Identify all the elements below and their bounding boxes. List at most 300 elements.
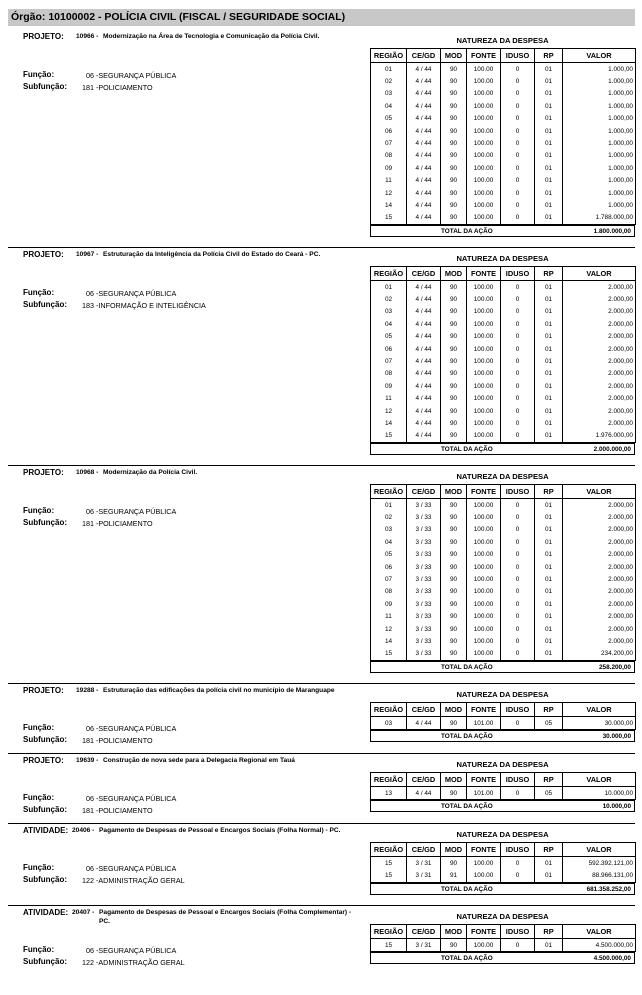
total-acao-row: [370, 661, 635, 673]
total-acao-row: [370, 730, 635, 742]
total-acao-value: 10.000,00: [602, 803, 631, 811]
table-cell: 90: [441, 939, 467, 952]
total-acao-value: 2.000.000,00: [593, 446, 631, 454]
table-cell: 100.00: [467, 281, 501, 294]
column-header: RP: [535, 267, 563, 281]
table-cell: 90: [441, 857, 467, 870]
column-header: MOD: [441, 773, 467, 787]
section-kind-label: ATIVIDADE:: [23, 826, 69, 835]
column-header: FONTE: [467, 267, 501, 281]
table-cell: 90: [441, 598, 467, 610]
table-cell: 90: [441, 137, 467, 149]
table-cell: 2.000,00: [563, 561, 636, 573]
column-header: RP: [535, 925, 563, 939]
table-cell: 0: [501, 393, 535, 405]
section-divider: [8, 823, 635, 824]
table-cell: 15: [371, 648, 407, 661]
column-header: REGIÃO: [371, 925, 407, 939]
table-cell: 4 / 44: [407, 405, 441, 417]
table-cell: 0: [501, 598, 535, 610]
table-cell: 01: [535, 561, 563, 573]
table-cell: 90: [441, 306, 467, 318]
table-cell: 0: [501, 611, 535, 623]
funcao-label: Função:: [23, 723, 55, 732]
funcao-label: Função:: [23, 793, 55, 802]
table-header-row: [371, 925, 636, 939]
table-cell: 02: [371, 511, 407, 523]
table-cell: 90: [441, 100, 467, 112]
table-cell: 14: [371, 199, 407, 211]
section-code: 19639 -: [76, 757, 99, 764]
table-cell: 0: [501, 648, 535, 661]
table-row: [371, 635, 636, 647]
table-cell: 90: [441, 113, 467, 125]
table-row: [371, 380, 636, 392]
table-cell: 4 / 44: [407, 88, 441, 100]
table-cell: 1.000,00: [563, 199, 636, 211]
table-cell: 0: [501, 430, 535, 443]
table-cell: 100.00: [467, 380, 501, 392]
table-cell: 90: [441, 586, 467, 598]
subfuncao-value: 122 -ADMINISTRAÇÃO GERAL: [82, 958, 185, 967]
table-cell: 0: [501, 573, 535, 585]
table-row: [371, 623, 636, 635]
section-divider: [8, 753, 635, 754]
table-cell: 08: [371, 368, 407, 380]
table-cell: 09: [371, 162, 407, 174]
table-cell: 4 / 44: [407, 293, 441, 305]
table-cell: 05: [371, 549, 407, 561]
table-cell: 0: [501, 162, 535, 174]
table-cell: 90: [441, 162, 467, 174]
table-cell: 100.00: [467, 857, 501, 870]
table-cell: 01: [371, 499, 407, 512]
funcao-value: 06 -SEGURANÇA PÚBLICA: [86, 946, 177, 955]
table-cell: 1.000,00: [563, 100, 636, 112]
column-header: IDUSO: [501, 925, 535, 939]
table-cell: 01: [535, 430, 563, 443]
table-cell: 90: [441, 549, 467, 561]
column-header: CE/GD: [407, 925, 441, 939]
table-cell: 05: [535, 787, 563, 800]
table-cell: 100.00: [467, 293, 501, 305]
table-row: [371, 393, 636, 405]
despesa-table: [370, 266, 636, 443]
table-cell: 01: [535, 75, 563, 87]
table-cell: 0: [501, 88, 535, 100]
table-cell: 90: [441, 611, 467, 623]
table-cell: 100.00: [467, 63, 501, 76]
table-cell: 02: [371, 293, 407, 305]
table-cell: 90: [441, 635, 467, 647]
table-cell: 06: [371, 125, 407, 137]
despesa-table: [370, 484, 636, 661]
table-cell: 3 / 33: [407, 549, 441, 561]
table-cell: 4 / 44: [407, 162, 441, 174]
table-cell: 100.00: [467, 561, 501, 573]
table-cell: 4 / 44: [407, 199, 441, 211]
table-cell: 0: [501, 635, 535, 647]
table-cell: 05: [535, 717, 563, 730]
table-cell: 01: [535, 150, 563, 162]
table-cell: 90: [441, 573, 467, 585]
table-cell: 0: [501, 623, 535, 635]
table-cell: 0: [501, 355, 535, 367]
despesa-table: [370, 702, 636, 730]
table-cell: 0: [501, 150, 535, 162]
table-cell: 30.000,00: [563, 717, 636, 730]
table-cell: 100.00: [467, 586, 501, 598]
subfuncao-label: Subfunção:: [23, 875, 67, 884]
despesa-table: [370, 772, 636, 800]
column-header: REGIÃO: [371, 703, 407, 717]
table-cell: 100.00: [467, 536, 501, 548]
column-header: IDUSO: [501, 843, 535, 857]
table-cell: 100.00: [467, 635, 501, 647]
table-cell: 0: [501, 306, 535, 318]
table-cell: 0: [501, 511, 535, 523]
total-acao-label: TOTAL DA AÇÃO: [441, 228, 493, 236]
table-cell: 90: [441, 499, 467, 512]
subfuncao-value: 181 -POLICIAMENTO: [82, 806, 153, 815]
table-cell: 1.788.000,00: [563, 212, 636, 225]
natureza-despesa-title: NATUREZA DA DESPESA: [456, 254, 549, 263]
table-cell: 100.00: [467, 511, 501, 523]
funcao-value: 06 -SEGURANÇA PÚBLICA: [86, 507, 177, 516]
table-cell: 2.000,00: [563, 611, 636, 623]
despesa-table: [370, 842, 636, 883]
subfuncao-label: Subfunção:: [23, 735, 67, 744]
section-code: 20406 -: [72, 827, 95, 834]
section-description: Estruturação da Inteligência da Polícia Civil do Estado do Ceará - PC.: [103, 251, 321, 258]
column-header: CE/GD: [407, 49, 441, 63]
column-header: IDUSO: [501, 485, 535, 499]
table-row: [371, 417, 636, 429]
natureza-despesa-title: NATUREZA DA DESPESA: [456, 912, 549, 921]
table-cell: 4 / 44: [407, 368, 441, 380]
table-cell: 2.000,00: [563, 598, 636, 610]
table-cell: 4 / 44: [407, 343, 441, 355]
table-row: [371, 306, 636, 318]
table-cell: 90: [441, 511, 467, 523]
table-cell: 90: [441, 430, 467, 443]
table-cell: 01: [535, 113, 563, 125]
table-row: [371, 787, 636, 800]
column-header: FONTE: [467, 925, 501, 939]
table-cell: 01: [535, 549, 563, 561]
table-cell: 90: [441, 331, 467, 343]
table-cell: 101.00: [467, 787, 501, 800]
table-cell: 1.000,00: [563, 187, 636, 199]
table-cell: 100.00: [467, 368, 501, 380]
table-cell: 90: [441, 380, 467, 392]
table-cell: 3 / 33: [407, 635, 441, 647]
table-cell: 90: [441, 717, 467, 730]
table-cell: 100.00: [467, 499, 501, 512]
table-cell: 100.00: [467, 869, 501, 882]
section-kind-label: PROJETO:: [23, 756, 64, 765]
table-cell: 2.000,00: [563, 393, 636, 405]
table-row: [371, 573, 636, 585]
table-cell: 04: [371, 536, 407, 548]
funcao-value: 06 -SEGURANÇA PÚBLICA: [86, 864, 177, 873]
table-cell: 3 / 33: [407, 524, 441, 536]
section-code: 10967 -: [76, 251, 99, 258]
table-cell: 4 / 44: [407, 63, 441, 76]
table-cell: 0: [501, 281, 535, 294]
table-cell: 0: [501, 939, 535, 952]
table-cell: 4 / 44: [407, 187, 441, 199]
table-cell: 05: [371, 113, 407, 125]
table-cell: 90: [441, 281, 467, 294]
table-cell: 4 / 44: [407, 281, 441, 294]
column-header: VALOR: [563, 267, 636, 281]
table-cell: 91: [441, 869, 467, 882]
section-description: Construção de nova sede para a Delegacia Regional em Tauá: [103, 757, 295, 764]
table-row: [371, 212, 636, 225]
table-cell: 0: [501, 100, 535, 112]
table-cell: 100.00: [467, 212, 501, 225]
total-acao-row: [370, 225, 635, 237]
table-cell: 01: [535, 511, 563, 523]
column-header: FONTE: [467, 485, 501, 499]
table-cell: 4 / 44: [407, 380, 441, 392]
table-cell: 1.000,00: [563, 88, 636, 100]
total-acao-value: 1.800.000,00: [593, 228, 631, 236]
table-cell: 100.00: [467, 125, 501, 137]
column-header: CE/GD: [407, 485, 441, 499]
table-cell: 1.000,00: [563, 125, 636, 137]
table-cell: 1.000,00: [563, 113, 636, 125]
subfuncao-label: Subfunção:: [23, 518, 67, 527]
column-header: REGIÃO: [371, 485, 407, 499]
table-row: [371, 536, 636, 548]
funcao-value: 06 -SEGURANÇA PÚBLICA: [86, 724, 177, 733]
table-cell: 100.00: [467, 318, 501, 330]
column-header: VALOR: [563, 485, 636, 499]
table-cell: 90: [441, 175, 467, 187]
table-header-row: [371, 485, 636, 499]
table-row: [371, 549, 636, 561]
table-cell: 01: [535, 137, 563, 149]
table-cell: 1.000,00: [563, 175, 636, 187]
subfuncao-label: Subfunção:: [23, 82, 67, 91]
table-cell: 4 / 44: [407, 393, 441, 405]
section-description: Estruturação das edificações da polícia civil no município de Maranguape: [103, 687, 335, 694]
table-cell: 4 / 44: [407, 717, 441, 730]
table-cell: 100.00: [467, 524, 501, 536]
table-cell: 0: [501, 63, 535, 76]
table-cell: 101.00: [467, 717, 501, 730]
table-cell: 90: [441, 88, 467, 100]
total-acao-label: TOTAL DA AÇÃO: [441, 664, 493, 672]
table-row: [371, 281, 636, 294]
table-cell: 100.00: [467, 306, 501, 318]
section-divider: [8, 905, 635, 906]
table-row: [371, 331, 636, 343]
table-cell: 11: [371, 175, 407, 187]
table-cell: 1.000,00: [563, 137, 636, 149]
column-header: REGIÃO: [371, 267, 407, 281]
table-cell: 13: [371, 787, 407, 800]
table-cell: 01: [535, 536, 563, 548]
table-cell: 0: [501, 368, 535, 380]
table-cell: 90: [441, 187, 467, 199]
table-cell: 0: [501, 499, 535, 512]
table-cell: 01: [535, 393, 563, 405]
column-header: IDUSO: [501, 49, 535, 63]
natureza-despesa-title: NATUREZA DA DESPESA: [456, 690, 549, 699]
table-cell: 03: [371, 524, 407, 536]
section-kind-label: PROJETO:: [23, 250, 64, 259]
table-row: [371, 113, 636, 125]
table-cell: 0: [501, 405, 535, 417]
table-cell: 03: [371, 717, 407, 730]
column-header: FONTE: [467, 703, 501, 717]
total-acao-label: TOTAL DA AÇÃO: [441, 955, 493, 963]
table-cell: 2.000,00: [563, 281, 636, 294]
table-cell: 11: [371, 393, 407, 405]
table-cell: 12: [371, 187, 407, 199]
table-row: [371, 368, 636, 380]
column-header: MOD: [441, 843, 467, 857]
orgao-header: Órgão: 10100002 - POLÍCIA CIVIL (FISCAL / SEGURIDADE SOCIAL): [8, 9, 635, 26]
table-cell: 90: [441, 524, 467, 536]
column-header: VALOR: [563, 773, 636, 787]
total-acao-label: TOTAL DA AÇÃO: [441, 733, 493, 741]
table-cell: 3 / 33: [407, 573, 441, 585]
table-cell: 3 / 31: [407, 939, 441, 952]
table-row: [371, 857, 636, 870]
table-cell: 2.000,00: [563, 524, 636, 536]
subfuncao-value: 183 -INFORMAÇÃO E INTELIGÊNCIA: [82, 301, 206, 310]
table-cell: 01: [535, 88, 563, 100]
table-cell: 2.000,00: [563, 549, 636, 561]
table-row: [371, 187, 636, 199]
table-cell: 01: [535, 405, 563, 417]
table-row: [371, 598, 636, 610]
table-cell: 100.00: [467, 939, 501, 952]
total-acao-value: 30.000,00: [602, 733, 631, 741]
table-cell: 100.00: [467, 611, 501, 623]
column-header: REGIÃO: [371, 843, 407, 857]
despesa-table: [370, 924, 636, 952]
table-cell: 2.000,00: [563, 586, 636, 598]
table-cell: 90: [441, 75, 467, 87]
table-cell: 90: [441, 368, 467, 380]
total-acao-value: 681.358.252,00: [586, 885, 631, 893]
total-acao-row: [370, 443, 635, 455]
table-cell: 0: [501, 717, 535, 730]
table-row: [371, 586, 636, 598]
table-cell: 90: [441, 561, 467, 573]
table-cell: 01: [535, 306, 563, 318]
funcao-label: Função:: [23, 945, 55, 954]
section-code: 20407 -: [72, 909, 95, 916]
table-row: [371, 511, 636, 523]
table-header-row: [371, 773, 636, 787]
table-cell: 0: [501, 561, 535, 573]
table-cell: 3 / 33: [407, 499, 441, 512]
table-row: [371, 125, 636, 137]
table-cell: 100.00: [467, 113, 501, 125]
table-cell: 100.00: [467, 175, 501, 187]
column-header: RP: [535, 773, 563, 787]
funcao-value: 06 -SEGURANÇA PÚBLICA: [86, 71, 177, 80]
table-cell: 01: [535, 187, 563, 199]
column-header: RP: [535, 843, 563, 857]
table-cell: 1.000,00: [563, 63, 636, 76]
total-acao-row: [370, 800, 635, 812]
table-cell: 4 / 44: [407, 355, 441, 367]
table-cell: 4 / 44: [407, 212, 441, 225]
table-cell: 90: [441, 536, 467, 548]
table-cell: 04: [371, 318, 407, 330]
table-cell: 90: [441, 125, 467, 137]
section-description: Modernização na Área de Tecnologia e Comunicação da Polícia Civil.: [103, 33, 320, 40]
table-cell: 4 / 44: [407, 417, 441, 429]
table-row: [371, 343, 636, 355]
table-cell: 90: [441, 417, 467, 429]
table-cell: 3 / 31: [407, 869, 441, 882]
subfuncao-value: 181 -POLICIAMENTO: [82, 736, 153, 745]
table-cell: 90: [441, 293, 467, 305]
column-header: VALOR: [563, 843, 636, 857]
section-code: 10968 -: [76, 469, 99, 476]
section-description: Pagamento de Despesas de Pessoal e Encargos Sociais (Folha Normal) - PC.: [99, 827, 341, 834]
table-cell: 0: [501, 137, 535, 149]
column-header: REGIÃO: [371, 49, 407, 63]
table-cell: 03: [371, 88, 407, 100]
table-cell: 0: [501, 113, 535, 125]
table-cell: 3 / 33: [407, 586, 441, 598]
table-cell: 01: [535, 623, 563, 635]
table-cell: 09: [371, 380, 407, 392]
table-cell: 01: [535, 598, 563, 610]
table-cell: 01: [535, 939, 563, 952]
table-cell: 100.00: [467, 88, 501, 100]
despesa-table: [370, 48, 636, 225]
subfuncao-label: Subfunção:: [23, 805, 67, 814]
table-cell: 01: [535, 573, 563, 585]
funcao-value: 06 -SEGURANÇA PÚBLICA: [86, 289, 177, 298]
table-cell: 01: [535, 199, 563, 211]
table-cell: 100.00: [467, 417, 501, 429]
table-cell: 100.00: [467, 549, 501, 561]
table-cell: 100.00: [467, 598, 501, 610]
table-cell: 09: [371, 598, 407, 610]
subfuncao-value: 181 -POLICIAMENTO: [82, 83, 153, 92]
table-cell: 1.000,00: [563, 162, 636, 174]
natureza-despesa-title: NATUREZA DA DESPESA: [456, 830, 549, 839]
table-row: [371, 199, 636, 211]
total-acao-label: TOTAL DA AÇÃO: [441, 803, 493, 811]
section-code: 19288 -: [76, 687, 99, 694]
column-header: FONTE: [467, 773, 501, 787]
table-cell: 4 / 44: [407, 137, 441, 149]
table-row: [371, 939, 636, 952]
table-cell: 01: [535, 175, 563, 187]
table-cell: 0: [501, 586, 535, 598]
total-acao-row: [370, 883, 635, 895]
table-row: [371, 524, 636, 536]
table-cell: 01: [535, 524, 563, 536]
table-row: [371, 611, 636, 623]
table-cell: 02: [371, 75, 407, 87]
column-header: MOD: [441, 267, 467, 281]
table-cell: 15: [371, 430, 407, 443]
table-row: [371, 499, 636, 512]
